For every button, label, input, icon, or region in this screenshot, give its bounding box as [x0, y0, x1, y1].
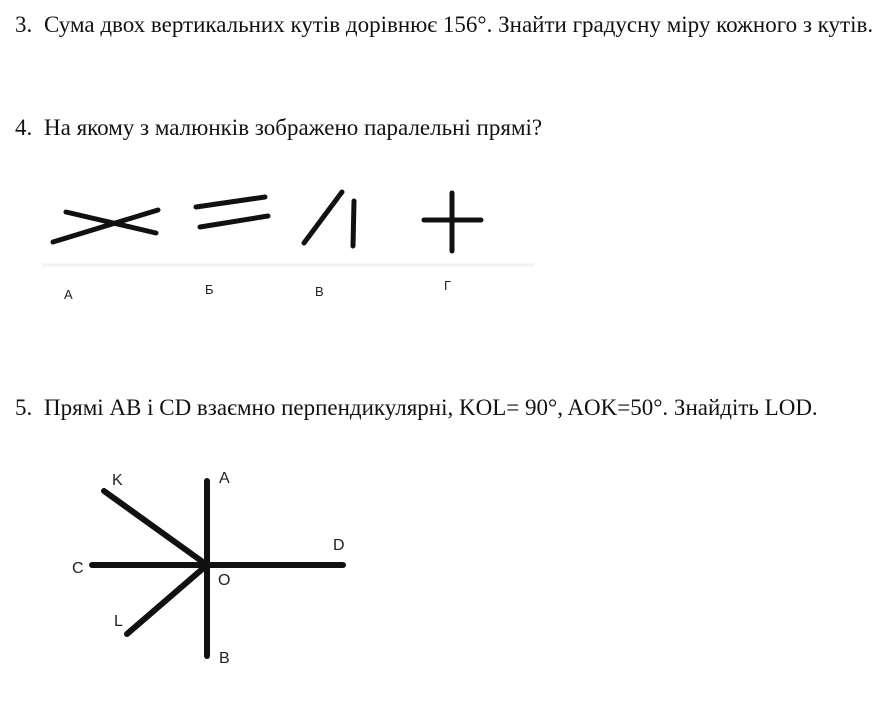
point-label-l: L — [114, 613, 123, 630]
ray-ok — [104, 491, 207, 565]
question-3-number: 3. — [15, 12, 33, 37]
question-3-text: Сума двох вертикальних кутів дорівнює 156°. Знайти градусну міру кожного з кутів. — [44, 12, 874, 37]
option-label-g: Г — [444, 278, 452, 293]
point-label-c: C — [72, 560, 84, 577]
perpendicular-lines-figure — [92, 481, 343, 656]
question-4-text: На якому з малюнків зображено паралельні прямі? — [44, 115, 543, 140]
point-label-d: D — [333, 537, 345, 554]
ray-ol — [127, 565, 207, 634]
option-label-v: В — [315, 284, 324, 299]
option-label-a: А — [64, 287, 73, 302]
question-5-number: 5. — [15, 395, 33, 420]
question-5-text: Прямі AB і CD взаємно перпендикулярні, KOL= 90°, AOK=50°. Знайдіть LOD. — [44, 395, 818, 420]
figure-v-lines — [304, 192, 354, 246]
figure-g-cross — [424, 193, 481, 251]
figure-a-intersecting-lines — [53, 210, 158, 242]
point-label-b: B — [219, 650, 230, 667]
option-label-b: Б — [205, 282, 214, 297]
point-label-a: A — [219, 470, 230, 487]
point-label-o: O — [218, 572, 231, 589]
point-label-k: K — [112, 472, 123, 489]
figure-b-parallel-lines — [196, 197, 268, 227]
question-4-number: 4. — [15, 115, 33, 140]
parallel-lines-figure — [53, 192, 481, 251]
